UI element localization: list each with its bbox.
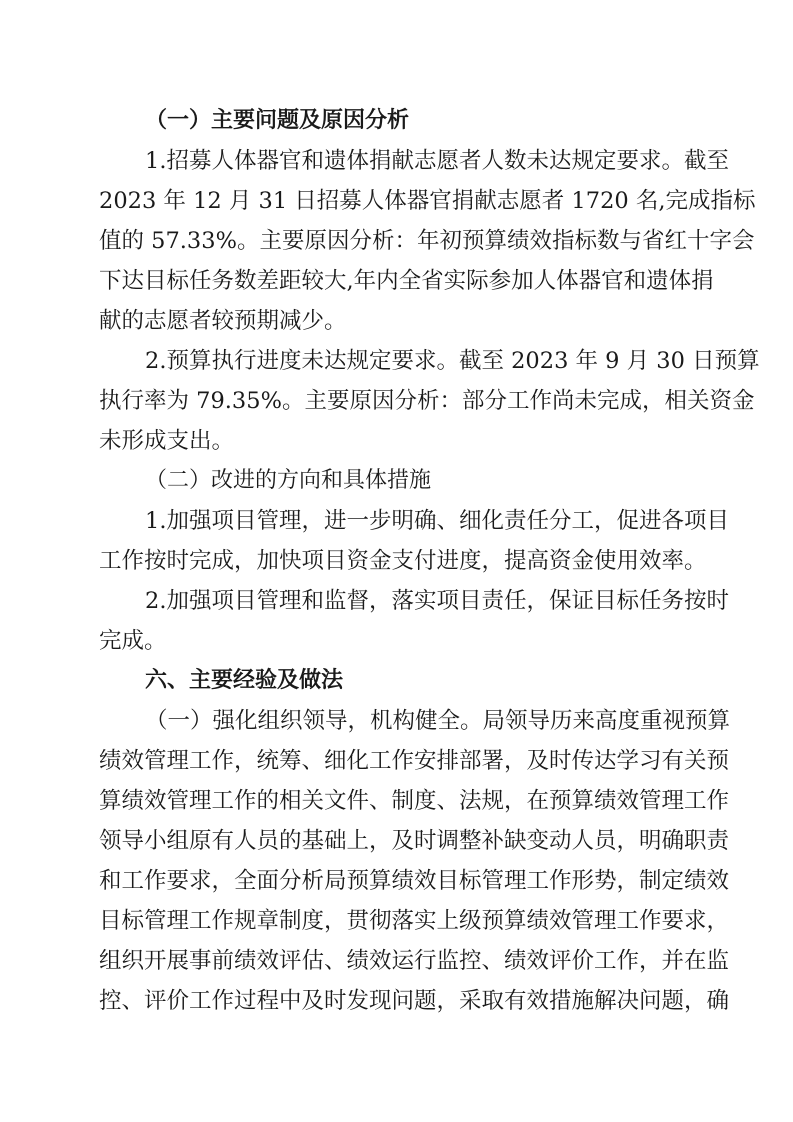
paragraph-line: 1.加强项目管理，进一步明确、细化责任分工，促进各项目 (145, 508, 729, 534)
paragraph-line: 绩效管理工作，统筹、细化工作安排部署，及时传达学习有关预 (99, 748, 730, 774)
paragraph-line: 值的 57.33%。主要原因分析：年初预算绩效指标数与省红十字会 (99, 228, 755, 254)
paragraph-line: 2023 年 12 月 31 日招募人体器官捐献志愿者 1720 名,完成指标 (99, 188, 756, 214)
paragraph-line: 未形成支出。 (99, 428, 235, 454)
paragraph-line: 献的志愿者较预期减少。 (99, 308, 347, 334)
heading-improvements: （二）改进的方向和具体措施 (145, 468, 432, 493)
paragraph-line: 算绩效管理工作的相关文件、制度、法规，在预算绩效管理工作 (99, 788, 730, 814)
paragraph-line: 完成。 (99, 628, 167, 654)
paragraph-line: 领导小组原有人员的基础上，及时调整补缺变动人员，明确职责 (99, 828, 730, 854)
paragraph-line: 下达目标任务数差距较大,年内全省实际参加人体器官和遗体捐 (99, 268, 714, 294)
paragraph-line: 1.招募人体器官和遗体捐献志愿者人数未达规定要求。截至 (145, 148, 729, 174)
paragraph-line: （一）强化组织领导，机构健全。局领导历来高度重视预算 (145, 708, 731, 734)
paragraph-line: 2.加强项目管理和监督，落实项目责任，保证目标任务按时 (145, 588, 729, 614)
paragraph-line: 和工作要求，全面分析局预算绩效目标管理工作形势，制定绩效 (99, 868, 730, 894)
paragraph-line: 工作按时完成，加快项目资金支付进度，提高资金使用效率。 (99, 548, 707, 574)
paragraph-line: 目标管理工作规章制度，贯彻落实上级预算绩效管理工作要求， (99, 908, 730, 934)
paragraph-line: 控、评价工作过程中及时发现问题，采取有效措施解决问题，确 (99, 988, 730, 1014)
paragraph-line: 2.预算执行进度未达规定要求。截至 2023 年 9 月 30 日预算 (145, 348, 760, 374)
heading-section-six: 六、主要经验及做法 (145, 668, 344, 693)
paragraph-line: 组织开展事前绩效评估、绩效运行监控、绩效评价工作，并在监 (99, 948, 730, 974)
paragraph-line: 执行率为 79.35%。主要原因分析：部分工作尚未完成，相关资金 (99, 388, 755, 414)
heading-main-issues: （一）主要问题及原因分析 (145, 108, 410, 133)
